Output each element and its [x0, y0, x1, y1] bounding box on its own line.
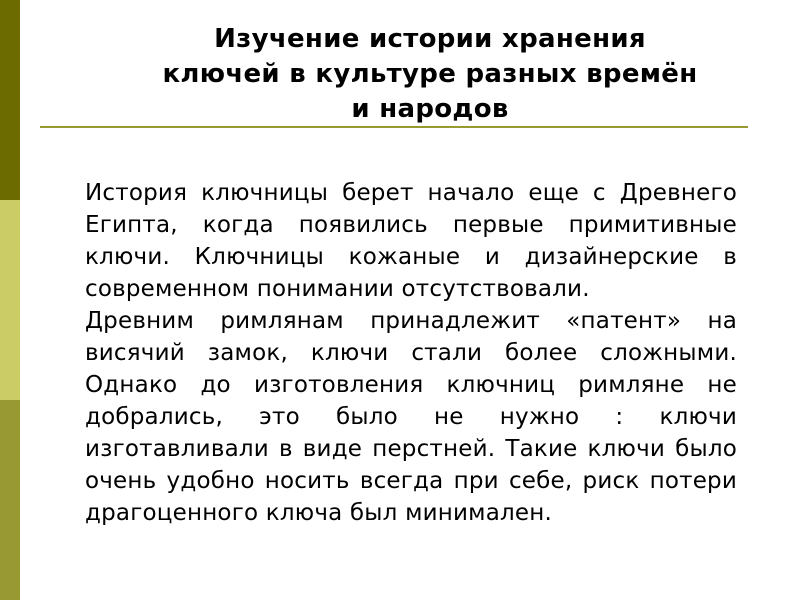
title-divider — [40, 126, 748, 128]
title-line: Изучение истории хранения — [214, 24, 646, 54]
body-paragraph: История ключницы берет начало еще с Древнего Египта, когда появились первые примитивные ключи. Ключницы кожаные и дизайнерские в современном понимании отсутствовали. — [85, 180, 737, 302]
decorative-bar-bottom — [0, 400, 20, 600]
decorative-bar-middle — [0, 200, 20, 400]
slide-body — [85, 177, 737, 529]
title-line: ключей в культуре разных времён — [162, 59, 698, 89]
body-paragraph: Древним римлянам принадлежит «патент» на висячий замок, ключи стали более сложными. Однако до изготовления ключниц римляне не добрались, это было не нужно : ключи изготавливали в виде перстней. Такие ключи было очень удобно носить всегда при себе, риск потери драгоценного ключа был минимален. — [85, 308, 737, 526]
slide-title — [110, 22, 750, 127]
decorative-bar-top — [0, 0, 20, 200]
title-line: и народов — [351, 94, 509, 124]
